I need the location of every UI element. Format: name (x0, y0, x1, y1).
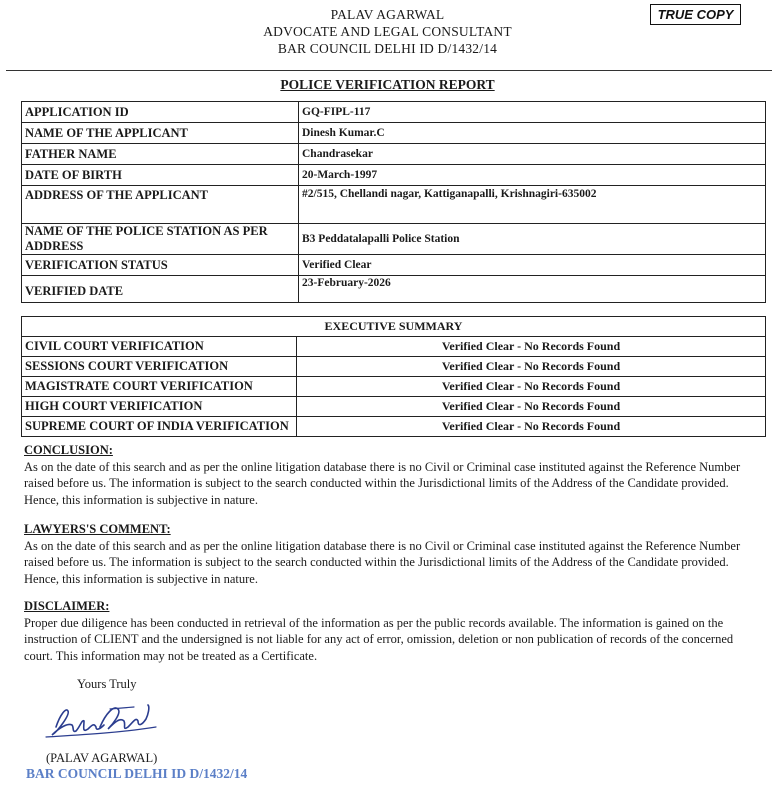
detail-value: GQ-FIPL-117 (299, 102, 766, 123)
table-header-row (22, 317, 766, 337)
comment-section (24, 521, 754, 587)
detail-label: DATE OF BIRTH (22, 165, 299, 186)
table-row (22, 255, 766, 276)
table-row (22, 357, 766, 377)
detail-value: #2/515, Chellandi nagar, Kattiganapalli, Krishnagiri-635002 (299, 186, 766, 224)
detail-value: Verified Clear (299, 255, 766, 276)
table-row (22, 123, 766, 144)
disclaimer-section (24, 598, 754, 664)
detail-value: 23-February-2026 (299, 276, 766, 303)
summary-value: Verified Clear - No Records Found (297, 417, 766, 437)
disclaimer-text: Proper due diligence has been conducted in retrieval of the information as per the public records available. The information is gained on the instruction of CLIENT and the undersigned is not liable for any act of error, omission, deletion or non publication of records of the concerned court. This information may not be treated as a Certificate. (24, 615, 734, 663)
table-row (22, 224, 766, 255)
comment-heading: LAWYERS'S COMMENT: (24, 522, 171, 536)
table-row (22, 144, 766, 165)
detail-value: B3 Peddatalapalli Police Station (299, 224, 766, 255)
disclaimer-heading: DISCLAIMER: (24, 599, 110, 613)
signatory-bar-id: BAR COUNCIL DELHI ID D/1432/14 (26, 766, 248, 781)
table-row (22, 337, 766, 357)
conclusion-text: As on the date of this search and as per the online litigation database there is no Civil or Criminal case instituted against the Reference Number raised before us. The information is subject to the search conducted within the Jurisdictional limits of the Address of the Candidate provided. Hence, this information is subjective in nature. (24, 459, 741, 507)
detail-value: Chandrasekar (299, 144, 766, 165)
conclusion-section (24, 442, 754, 508)
table-row (22, 102, 766, 123)
handwritten-signature (38, 697, 168, 747)
applicant-details-table (21, 101, 766, 303)
detail-label: APPLICATION ID (22, 102, 299, 123)
conclusion-heading: CONCLUSION: (24, 443, 113, 457)
detail-label: VERIFICATION STATUS (22, 255, 299, 276)
detail-label: FATHER NAME (22, 144, 299, 165)
table-row (22, 186, 766, 224)
report-title: POLICE VERIFICATION REPORT (280, 77, 495, 92)
summary-value: Verified Clear - No Records Found (297, 357, 766, 377)
table-row (22, 397, 766, 417)
detail-label: NAME OF THE APPLICANT (22, 123, 299, 144)
bar-council-id: BAR COUNCIL DELHI ID D/1432/14 (277, 41, 498, 56)
table-row (22, 165, 766, 186)
summary-heading: EXECUTIVE SUMMARY (22, 317, 766, 337)
detail-value: Dinesh Kumar.C (299, 123, 766, 144)
summary-value: Verified Clear - No Records Found (297, 337, 766, 357)
closing-text: Yours Truly (77, 677, 137, 691)
signatory-name: (PALAV AGARWAL) (46, 751, 158, 765)
detail-value: 20-March-1997 (299, 165, 766, 186)
detail-label: VERIFIED DATE (22, 276, 299, 303)
summary-label: SUPREME COURT OF INDIA VERIFICATION (22, 417, 297, 437)
true-copy-stamp: TRUE COPY (650, 4, 741, 25)
executive-summary-table (21, 316, 766, 437)
advocate-name: PALAV AGARWAL (330, 7, 445, 22)
table-row (22, 377, 766, 397)
summary-label: MAGISTRATE COURT VERIFICATION (22, 377, 297, 397)
advocate-title: ADVOCATE AND LEGAL CONSULTANT (263, 24, 512, 39)
summary-label: HIGH COURT VERIFICATION (22, 397, 297, 417)
detail-label: NAME OF THE POLICE STATION AS PER ADDRESS (22, 224, 299, 255)
detail-label: ADDRESS OF THE APPLICANT (22, 186, 299, 224)
summary-label: CIVIL COURT VERIFICATION (22, 337, 297, 357)
summary-value: Verified Clear - No Records Found (297, 377, 766, 397)
summary-label: SESSIONS COURT VERIFICATION (22, 357, 297, 377)
header-divider (6, 70, 772, 71)
summary-value: Verified Clear - No Records Found (297, 397, 766, 417)
table-row (22, 276, 766, 303)
comment-text: As on the date of this search and as per the online litigation database there is no Civil or Criminal case instituted against the Reference Number raised before us. The information is subject to the search conducted within the Jurisdictional limits of the Address of the Candidate provided. Hence, this information is subjective in nature. (24, 538, 741, 586)
table-row (22, 417, 766, 437)
